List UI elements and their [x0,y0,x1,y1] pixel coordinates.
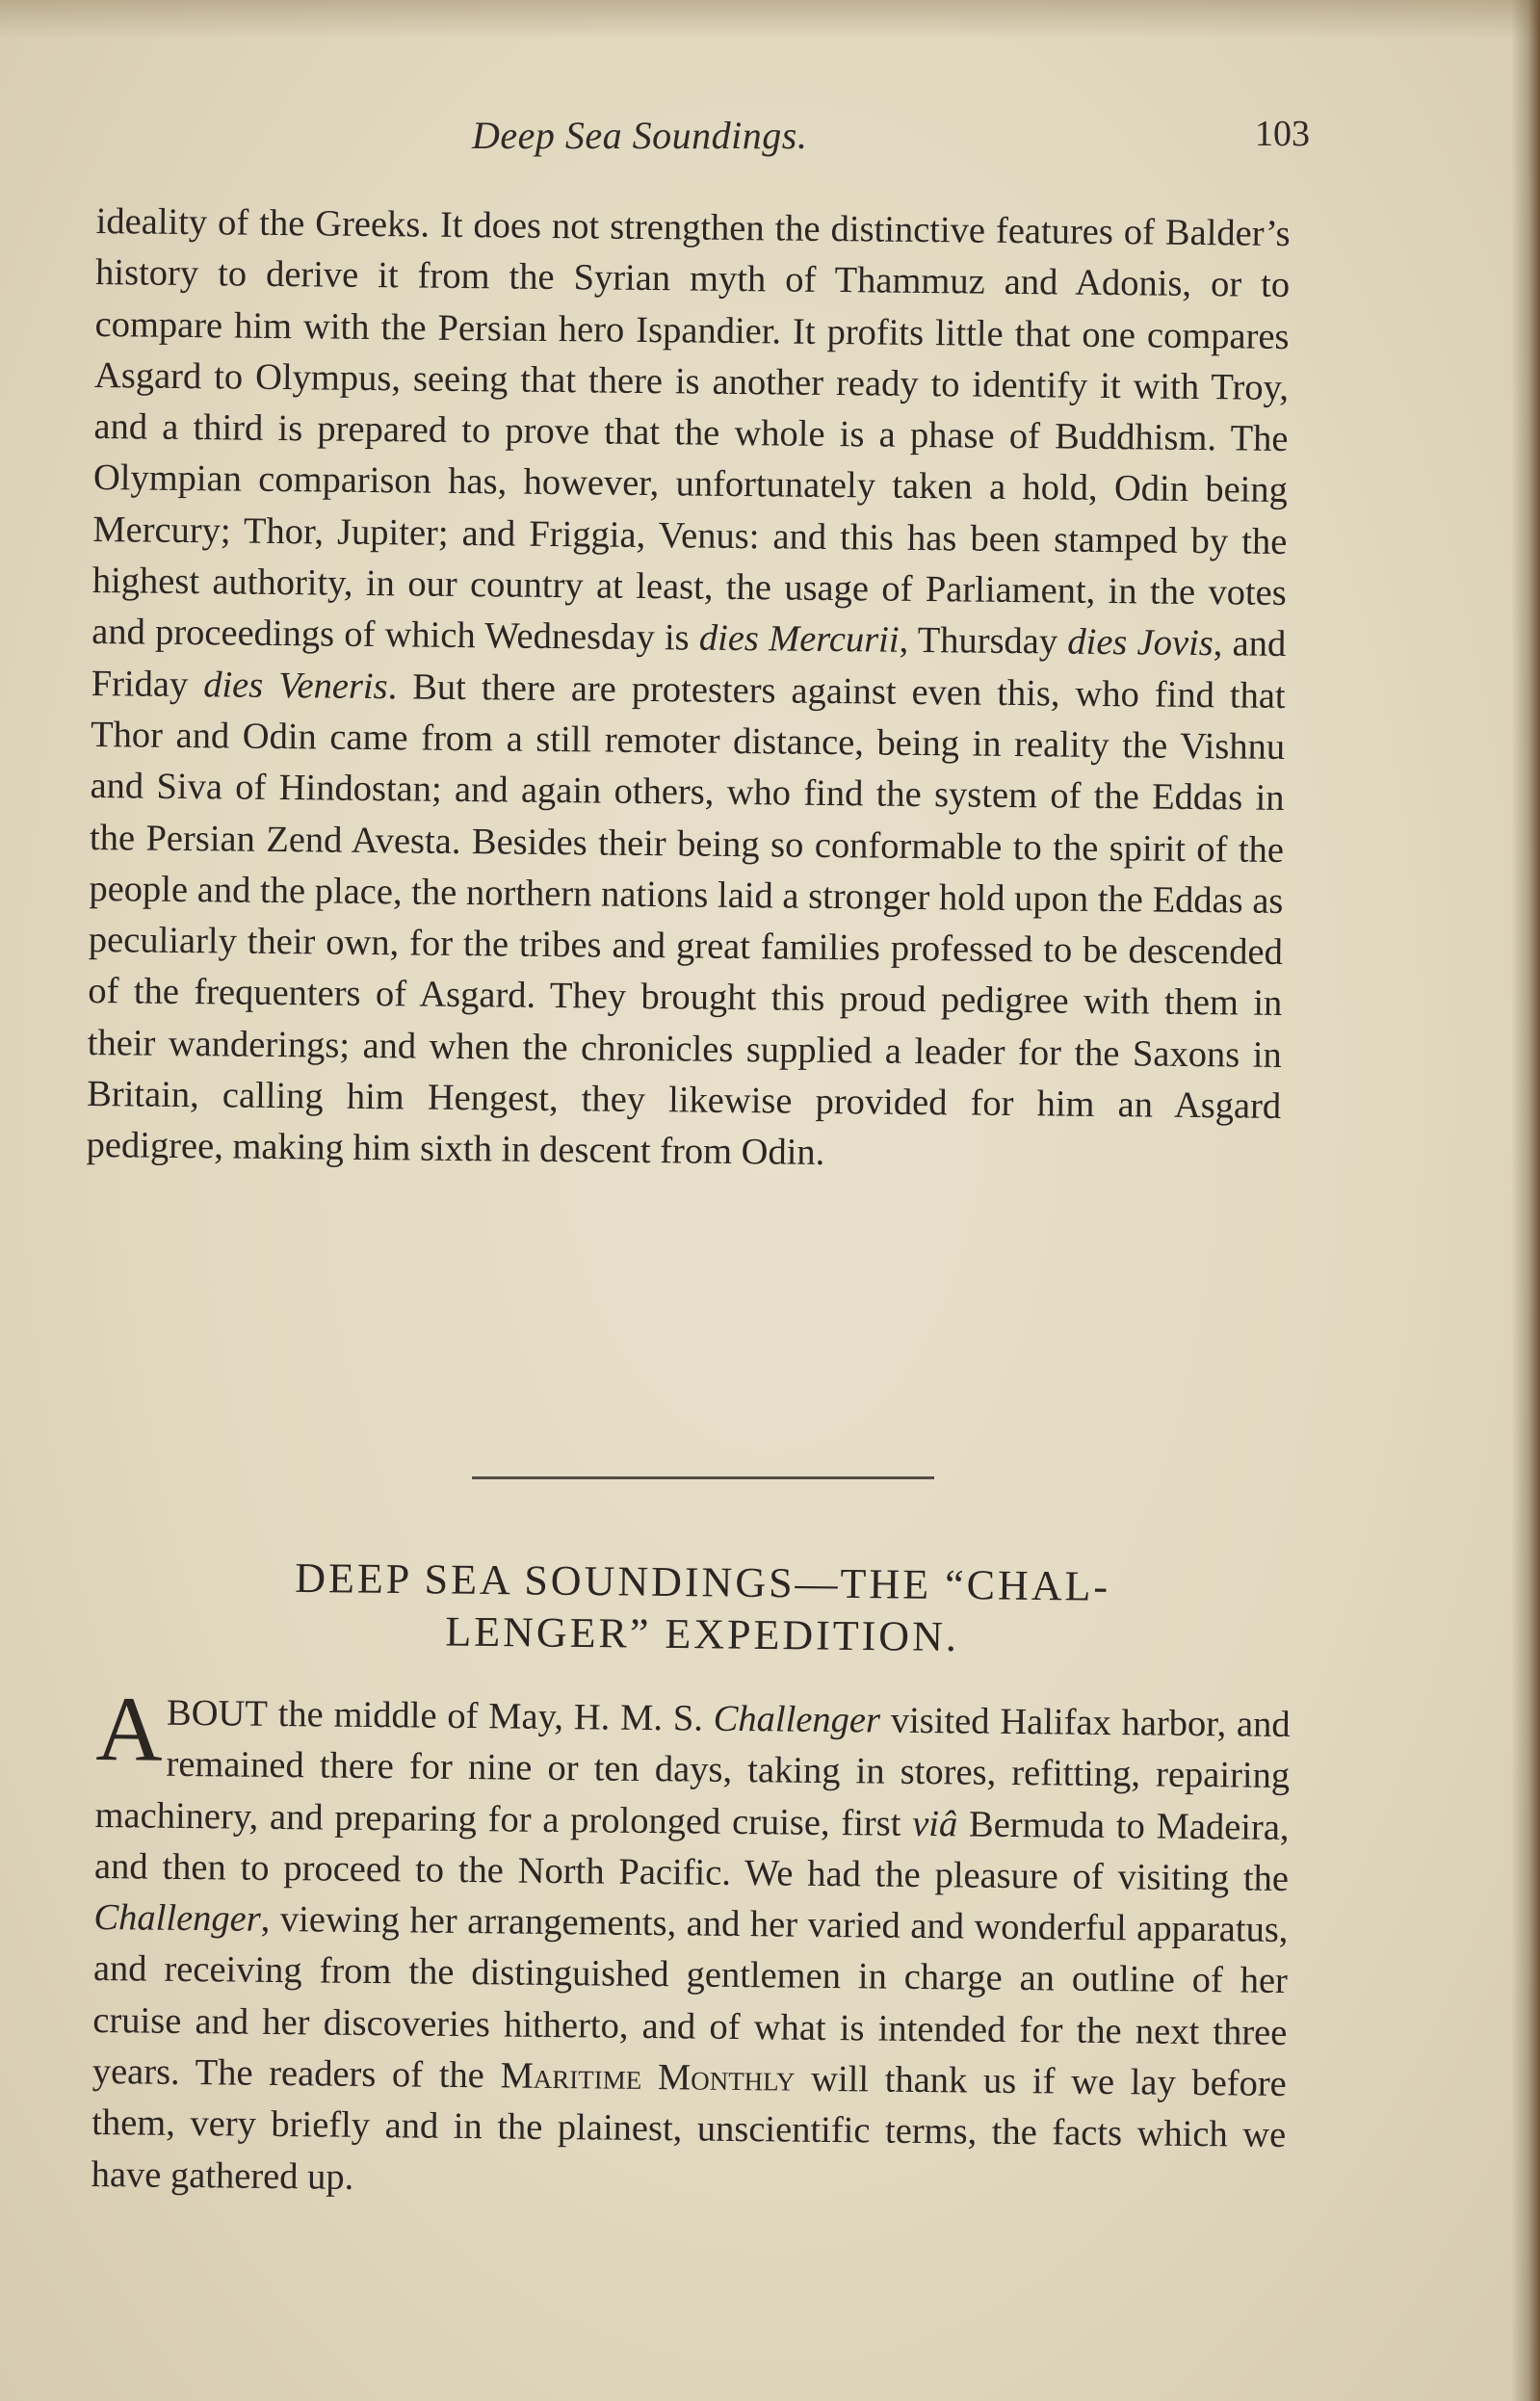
book-spine-edge [1511,0,1540,2401]
page-number: 103 [1255,114,1310,154]
italic-phrase: viâ [911,1803,958,1844]
section-heading [124,1551,1281,1667]
paragraph-text: the middle of May, H. M. S. [267,1693,714,1739]
paragraph-text: will thank us if we lay before them, very briefly and in the plainest, unscientific terms, the facts which we have gathered up. [91,2058,1287,2198]
italic-phrase: dies Mercurii [698,617,900,662]
paragraph-challenger [91,1677,1291,2213]
paragraph-text: , and Friday [91,623,1287,705]
paragraph-text: visited Halifax harbor, and remained there for nine or ten days, taking in stores, refitting, repairing machinery, and preparing for a prolonged cruise, first [94,1700,1291,1844]
drop-cap: A [94,1677,164,1781]
running-title: Deep Sea Soundings. [472,114,808,157]
opening-word-rest: BOUT [166,1692,269,1735]
small-caps-phrase: Maritime Monthly [500,2055,796,2100]
italic-phrase: dies Jovis [1067,621,1214,665]
page-top-shadow [0,0,1540,39]
italic-phrase: Challenger [713,1698,881,1741]
paragraph-text: . But there are protesters against even this, who find that Thor and Odin came from a still remoter distance, being in reality the Vishnu and Siva of Hindostan; and again others, who find the system of the Eddas in the Persian Zend Avesta. Besides their being so conformable to the spirit of the people and the place, the northern nations laid a stronger hold upon the Eddas as peculiarly their own, for the tribes and great families professed to be descended of the frequenters of Asgard. They brought this proud pedigree with them in their wanderings; and when the chronicles supplied a leader for the Saxons in Britain, calling him Hengest, they likewise provided for him an Asgard pedigree, making him sixth in descent from Odin. [86,665,1286,1174]
running-head [96,108,1310,166]
section-divider [472,1476,934,1479]
paragraph-asgard [86,196,1291,1185]
paragraph-text: , Thursday [899,620,1068,663]
paragraph-text: ideality of the Greeks. It does not strengthen the distinctive features of Balder’s history to derive it from the Syrian myth of Thammuz and Adonis, or to compare him with the Persian hero Ispandier. It profits little that one compares Asgard to Olympus, seeing that there is another ready to identify it with Troy, and a third is prepared to prove that the whole is a phase of Buddhism. The Olympian comparison has, however, unfortunately taken a hold, Odin being Mercury; Thor, Jupiter; and Friggia, Venus: and this has been stamped by the highest authority, in our country at least, the usage of Parliament, in the votes and proceedings of which Wednesday is [91,200,1291,659]
italic-phrase: Challenger [93,1897,261,1940]
section-heading-line: LENGER” EXPEDITION. [445,1607,960,1661]
paragraph-text: Bermuda to Madeira, and then to proceed to the North Pacific. We had the pleasure of visiting the [93,1803,1290,1899]
paragraph-text: , viewing her arrangements, and her varied and wonderful apparatus, and receiving from the distinguished gentlemen in charge an outline of her cruise and her discoveries hitherto, and of what is intended for the next three years. The readers of the [91,1898,1289,2097]
italic-phrase: dies Veneris [203,664,388,707]
section-heading-line: DEEP SEA SOUNDINGS—THE “CHAL- [295,1553,1111,1610]
